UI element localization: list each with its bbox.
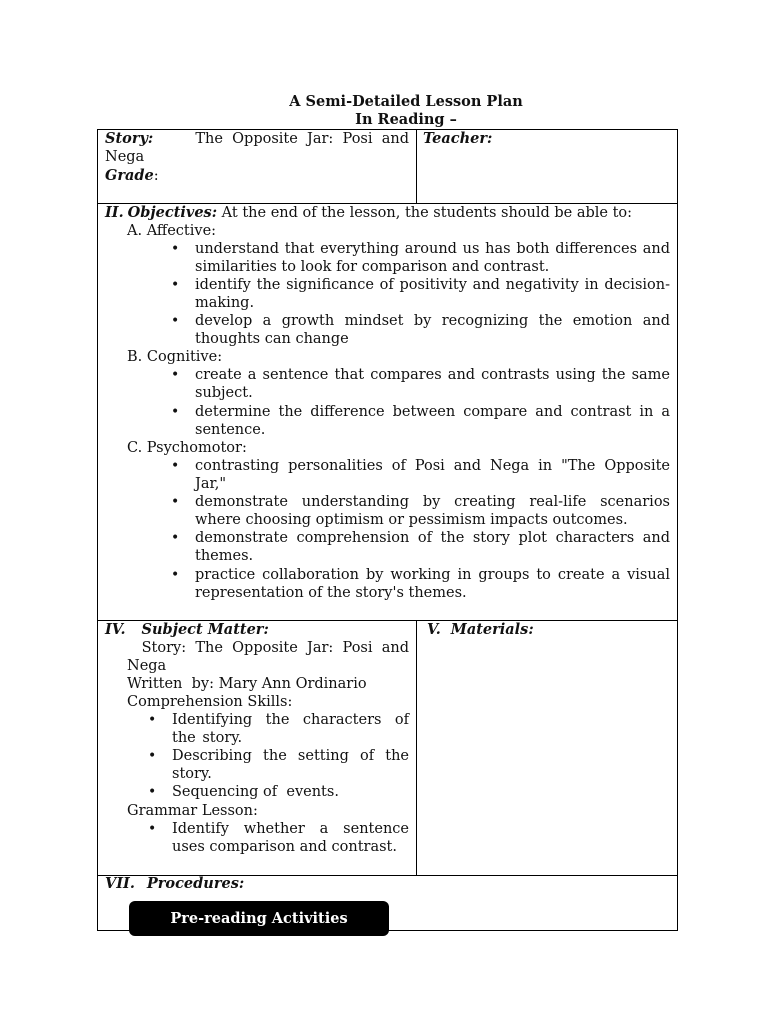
bullet-icon: • xyxy=(148,748,157,764)
bullet-icon: • xyxy=(171,404,180,420)
comprehension-item-1: Identifying the characters of the story. xyxy=(172,712,409,746)
objectives-numeral: II. xyxy=(105,204,124,221)
affective-item-1: understand that everything around us has both differences and similarities to look for comparison and contrast. xyxy=(195,241,670,275)
objectives-intro: At the end of the lesson, the students should be able to: xyxy=(217,205,633,221)
comprehension-heading: Comprehension Skills: xyxy=(127,694,293,710)
grammar-heading: Grammar Lesson: xyxy=(127,803,258,819)
cognitive-item-2: determine the difference between compare and contrast in a sentence. xyxy=(195,404,670,438)
bullet-icon: • xyxy=(171,567,180,583)
subject-matter-numeral: IV. xyxy=(105,621,126,638)
subject-matter-label: Subject Matter: xyxy=(141,621,269,638)
objectives-label: Objectives: xyxy=(127,204,218,221)
grammar-item-1: Identify whether a sentence uses comparison and contrast. xyxy=(172,821,409,855)
bullet-icon: • xyxy=(171,458,180,474)
grade-colon: : xyxy=(153,168,159,184)
affective-item-3: develop a growth mindset by recognizing the emotion and thoughts can change xyxy=(195,313,670,347)
affective-heading: A. Affective: xyxy=(127,223,217,239)
subject-story: Story: The Opposite Jar: Posi and xyxy=(141,640,409,656)
bullet-icon: • xyxy=(148,712,157,728)
bullet-icon: • xyxy=(171,494,180,510)
grade-label: Grade xyxy=(105,167,154,184)
psychomotor-item-3: demonstrate comprehension of the story plot characters and themes. xyxy=(195,530,670,564)
story-value-cont: Nega xyxy=(105,149,145,165)
affective-item-2: identify the significance of positivity and negativity in decision-making. xyxy=(195,277,670,311)
comprehension-item-2: Describing the setting of the story. xyxy=(172,748,409,782)
procedures-heading xyxy=(105,875,244,893)
bullet-icon: • xyxy=(148,821,157,837)
story-label: Story: xyxy=(105,130,154,147)
procedures-numeral: VII. xyxy=(105,875,135,892)
materials-heading xyxy=(427,621,534,639)
grade-field xyxy=(105,167,159,185)
bullet-icon: • xyxy=(171,530,180,546)
story-value: The Opposite Jar: Posi and xyxy=(195,131,409,147)
cognitive-item-1: create a sentence that compares and contrasts using the same subject. xyxy=(195,367,670,401)
subject-materials-divider xyxy=(416,620,417,876)
psychomotor-item-1: contrasting personalities of Posi and Nega in "The Opposite Jar," xyxy=(195,458,670,492)
psychomotor-heading: C. Psychomotor: xyxy=(127,440,247,456)
subject-written-by: Written by: Mary Ann Ordinario xyxy=(127,676,367,692)
cognitive-heading: B. Cognitive: xyxy=(127,349,223,365)
bullet-icon: • xyxy=(148,784,157,800)
psychomotor-item-2: demonstrate understanding by creating real-life scenarios where choosing optimism or pessimism impacts outcomes. xyxy=(195,494,670,528)
bullet-icon: • xyxy=(171,313,180,329)
bullet-icon: • xyxy=(171,241,180,257)
info-divider xyxy=(416,129,417,204)
subject-matter-heading xyxy=(105,621,269,639)
teacher-label: Teacher: xyxy=(423,130,493,147)
bullet-icon: • xyxy=(171,277,180,293)
materials-numeral: V. xyxy=(427,621,441,638)
page-subtitle: In Reading – xyxy=(355,111,457,128)
subject-story-cont: Nega xyxy=(127,658,167,674)
procedures-label: Procedures: xyxy=(146,875,245,892)
page-title: A Semi-Detailed Lesson Plan xyxy=(289,93,523,110)
objectives-heading xyxy=(105,204,632,222)
pre-reading-activities-label: Pre-reading Activities xyxy=(170,910,348,927)
bullet-icon: • xyxy=(171,367,180,383)
pre-reading-activities-button[interactable] xyxy=(129,901,389,936)
psychomotor-item-4: practice collaboration by working in groups to create a visual representation of the story's themes. xyxy=(195,567,670,601)
materials-label: Materials: xyxy=(450,621,534,638)
comprehension-item-3: Sequencing of events. xyxy=(172,784,339,800)
